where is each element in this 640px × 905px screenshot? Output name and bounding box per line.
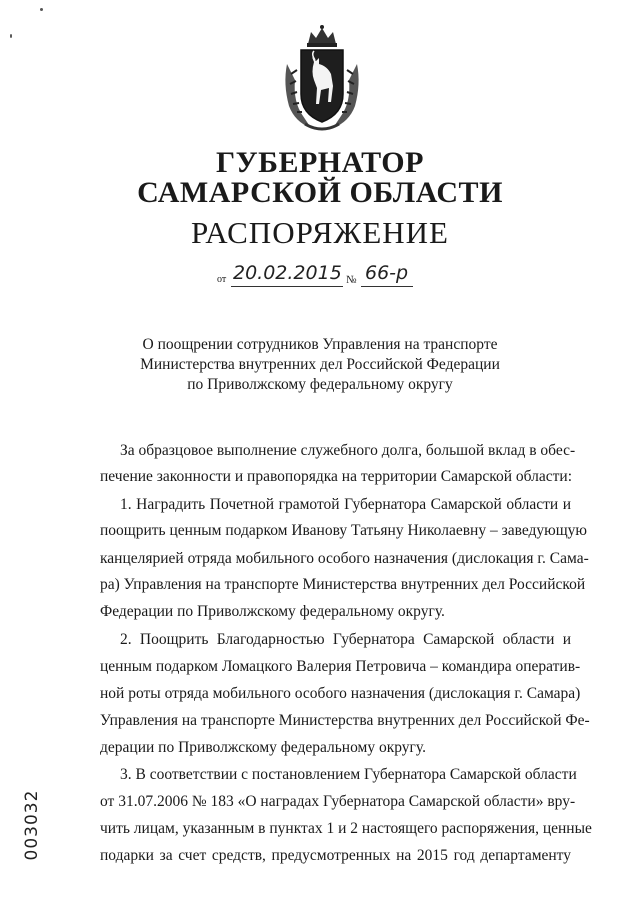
authority-title-line-2: САМАРСКОЙ ОБЛАСТИ — [137, 176, 503, 209]
body-text-line: 1. Наградить Почетной грамотой Губернатора Самарской области и — [120, 496, 571, 513]
body-text-line: от 31.07.2006 № 183 «О наградах Губернатора Самарской области» вру- — [100, 793, 576, 810]
body-text-line: чить лицам, указанным в пунктах 1 и 2 настоящего распоряжения, ценные — [100, 820, 592, 837]
body-text-line: дерации по Приволжскому федеральному округу. — [100, 739, 426, 756]
body-text-line: 3. В соответствии с постановлением Губернатора Самарской области — [120, 766, 577, 783]
side-number-text: 003032 — [22, 789, 42, 861]
subject-line: О поощрении сотрудников Управления на транспорте — [142, 336, 498, 353]
date-label: от — [217, 274, 227, 285]
registration-stamp-number — [18, 775, 46, 875]
subject-line: Министерства внутренних дел Российской Федерации — [140, 356, 500, 373]
number-label: № — [346, 274, 357, 286]
body-text-line: За образцовое выполнение служебного долга, большой вклад в обес- — [120, 442, 576, 459]
number-value: 66-р — [365, 262, 409, 284]
body-text-line: подарки за счет средств, предусмотренных на 2015 год департаменту — [100, 847, 571, 864]
body-text-line: поощрить ценным подарком Иванову Татьяну Николаевну – заведующую — [100, 522, 587, 539]
document-type-title: РАСПОРЯЖЕНИЕ — [191, 215, 449, 250]
body-text-line: печение законности и правопорядка на территории Самарской области: — [100, 468, 573, 485]
body-text-line: 2. Поощрить Благодарностью Губернатора Самарской области и — [120, 631, 571, 648]
subject-line: по Приволжскому федеральному округу — [187, 376, 453, 393]
body-text-line: Управления на транспорте Министерства внутренних дел Российской Фе- — [100, 712, 590, 729]
registration-line — [213, 262, 443, 292]
samara-region-coat-of-arms-icon — [281, 24, 363, 136]
body-text-line: канцелярией отряда мобильного особого назначения (дислокация г. Сама- — [100, 550, 589, 567]
body-text-line: ценным подарком Ломацкого Валерия Петровича – командира оператив- — [100, 658, 581, 675]
body-text-line: Федерации по Приволжскому федеральному округу. — [100, 603, 445, 620]
date-underline — [231, 286, 343, 287]
number-underline — [361, 286, 413, 287]
body-text-line: ной роты отряда мобильного особого назначения (дислокация г. Самара) — [100, 685, 581, 702]
authority-title-line-1: ГУБЕРНАТОР — [216, 146, 424, 179]
scan-speck — [40, 8, 43, 11]
scan-speck — [10, 34, 12, 38]
body-text-line: ра) Управления на транспорте Министерства внутренних дел Российской — [100, 576, 586, 593]
date-value: 20.02.2015 — [233, 262, 342, 284]
